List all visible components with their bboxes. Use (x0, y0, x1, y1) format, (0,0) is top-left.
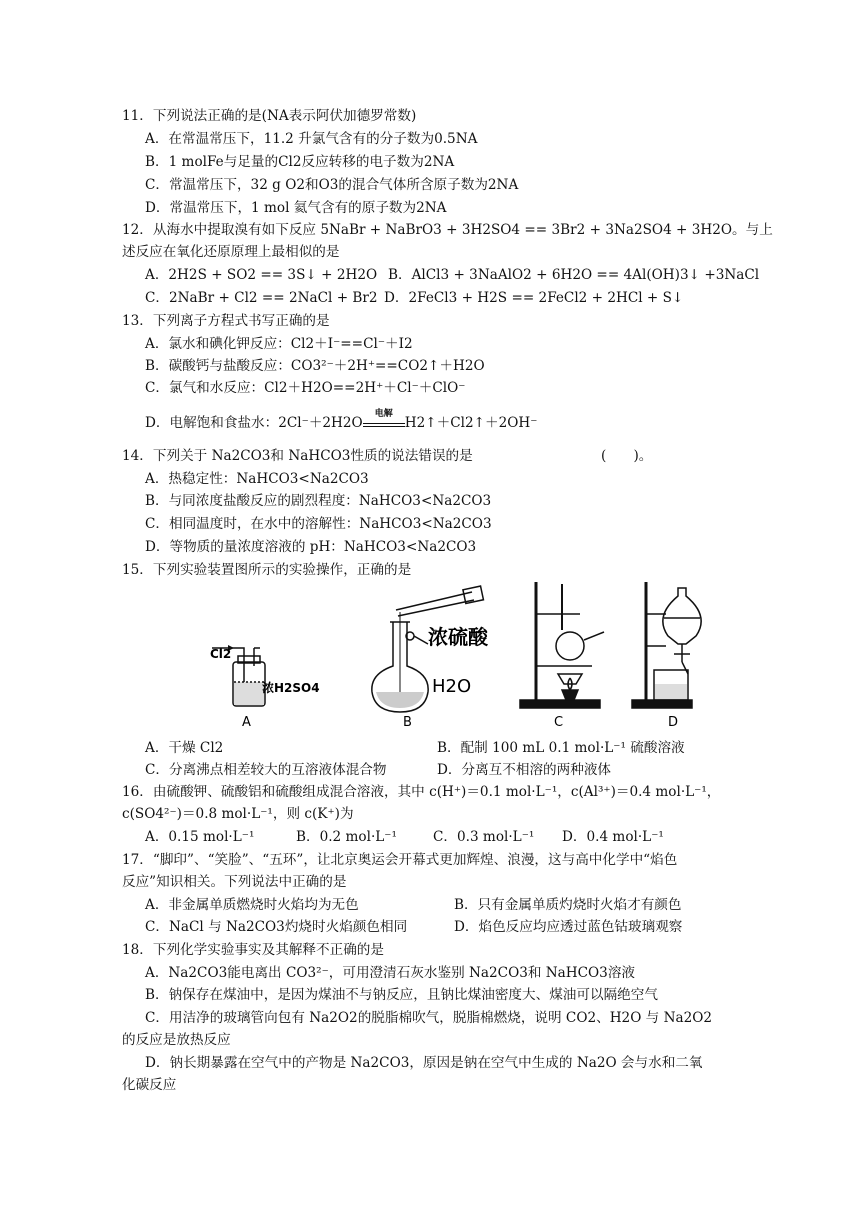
q15-option-b: B．配制 100 mL 0.1 mol·L⁻¹ 硫酸溶液 (437, 740, 685, 756)
apparatus-c-heating-stand (520, 582, 604, 708)
q12-option-a: A．2H2S + SO2 == 3S↓ + 2H2O (145, 267, 378, 283)
q17-option-a: A．非金属单质燃烧时火焰均为无色 (145, 897, 359, 913)
q18-option-d-line2: 化碳反应 (122, 1077, 177, 1093)
q13-d-prefix: D．电解饱和食盐水：2Cl⁻＋2H2O (145, 415, 363, 431)
q13-option-a: A．氯水和碘化钾反应：Cl2＋I⁻==Cl⁻＋I2 (145, 336, 413, 352)
q12-option-b: B．AlCl3 + 3NaAlO2 + 6H2O == 4Al(OH)3↓ +3NaCl (388, 267, 760, 283)
q11-option-a: A．在常温常压下，11.2 升氯气含有的分子数为0.5NA (145, 131, 478, 147)
lab-apparatus-figure (200, 574, 720, 732)
q13-stem: 13．下列离子方程式书写正确的是 (122, 313, 330, 329)
electrolysis-label: 电解 (374, 409, 393, 419)
q12-stem-line1: 12．从海水中提取溴有如下反应 5NaBr + NaBrO3 + 3H2SO4 == 3Br2 + 3Na2SO4 + 3H2O。与上 (122, 222, 773, 238)
q16-option-d: D．0.4 mol·L⁻¹ (562, 829, 664, 845)
q17-stem-line1: 17．“脚印”、“笑脸”、“五环”，让北京奥运会开幕式更加辉煌、浪漫，这与高中化学中“焰色 (122, 852, 678, 868)
q18-option-b: B．钠保存在煤油中，是因为煤油不与钠反应，且钠比煤油密度大、煤油可以隔绝空气 (145, 987, 658, 1003)
q13-option-c: C．氯气和水反应：Cl2＋H2O==2H⁺＋Cl⁻＋ClO⁻ (145, 380, 466, 396)
q17-option-b: B．只有金属单质灼烧时火焰才有颜色 (454, 897, 682, 913)
fig-a-cl2-label: Cl2 (210, 647, 232, 661)
fig-label-d: D (668, 715, 679, 730)
q13-option-b: B．碳酸钙与盐酸反应：CO3²⁻＋2H⁺==CO2↑＋H2O (145, 358, 485, 374)
q14-answer-blank: ( )。 (601, 448, 653, 464)
q16-stem-line1: 16．由硫酸钾、硫酸铝和硫酸组成混合溶液，其中 c(H⁺)＝0.1 mol·L⁻¹，c(Al³⁺)＝0.4 mol·L⁻¹， (122, 784, 721, 800)
q15-option-c: C．分离沸点相差较大的互溶液体混合物 (145, 762, 387, 778)
q15-stem: 15．下列实验装置图所示的实验操作，正确的是 (122, 562, 412, 578)
q13-d-suffix: H2↑＋Cl2↑＋2OH⁻ (404, 415, 538, 431)
q11-option-c: C．常温常压下，32 g O2和O3的混合气体所含原子数为2NA (145, 177, 519, 193)
q17-stem-line2: 反应”知识相关。下列说法中正确的是 (122, 874, 347, 890)
fig-label-b: B (403, 715, 412, 730)
q14-stem: 14．下列关于 Na2CO3和 NaHCO3性质的说法错误的是 (122, 448, 473, 464)
q18-option-d-line1: D．钠长期暴露在空气中的产物是 Na2CO3，原因是钠在空气中生成的 Na2O 会与水和二氧 (145, 1055, 703, 1071)
q11-stem: 11．下列说法正确的是(NA表示阿伏加德罗常数) (122, 108, 417, 124)
fig-label-a: A (242, 715, 251, 730)
q17-option-c: C．NaCl 与 Na2CO3灼烧时火焰颜色相同 (145, 919, 408, 935)
q13-option-d (145, 409, 538, 433)
fig-label-c: C (554, 715, 564, 730)
q12-stem-line2: 述反应在氧化还原原理上最相似的是 (122, 244, 340, 260)
q17-option-d: D．焰色反应均应透过蓝色钴玻璃观察 (454, 919, 683, 935)
electrolysis-arrow (363, 409, 405, 427)
q16-option-c: C．0.3 mol·L⁻¹ (433, 829, 535, 845)
q14-option-c: C．相同温度时，在水中的溶解性：NaHCO3<Na2CO3 (145, 516, 492, 532)
q18-stem: 18．下列化学实验事实及其解释不正确的是 (122, 942, 384, 958)
fig-b-water-label: H2O (432, 676, 472, 697)
fig-a-acid-label: 浓H2SO4 (262, 681, 320, 695)
q14-option-b: B．与同浓度盐酸反应的剧烈程度：NaHCO3<Na2CO3 (145, 493, 492, 509)
q11-option-b: B．1 molFe与足量的Cl2反应转移的电子数为2NA (145, 154, 455, 170)
q12-option-d: D．2FeCl3 + H2S == 2FeCl2 + 2HCl + S↓ (384, 290, 684, 306)
q12-option-c: C．2NaBr + Cl2 == 2NaCl + Br2 (145, 290, 378, 306)
q15-option-d: D．分离互不相溶的两种液体 (437, 762, 612, 778)
q16-stem-line2: c(SO4²⁻)＝0.8 mol·L⁻¹，则 c(K⁺)为 (122, 806, 354, 822)
q16-option-a: A．0.15 mol·L⁻¹ (145, 829, 255, 845)
q11-option-d: D．常温常压下，1 mol 氦气含有的原子数为2NA (145, 200, 447, 216)
q15-option-a: A．干燥 Cl2 (145, 740, 224, 756)
q18-option-a: A．Na2CO3能电离出 CO3²⁻，可用澄清石灰水鉴别 Na2CO3和 NaHCO3溶液 (145, 965, 636, 981)
q14-option-d: D．等物质的量浓度溶液的 pH：NaHCO3<Na2CO3 (145, 539, 477, 555)
q14-option-a: A．热稳定性：NaHCO3<Na2CO3 (145, 471, 369, 487)
lab-apparatus-drawings (200, 574, 720, 732)
fig-b-acid-label: 浓硫酸 (428, 625, 488, 649)
apparatus-d-separatory-funnel (632, 582, 701, 708)
q18-option-c-line1: C．用洁净的玻璃管向包有 Na2O2的脱脂棉吹气，脱脂棉燃烧，说明 CO2、H2O 与 Na2O2 (145, 1010, 713, 1026)
q16-option-b: B．0.2 mol·L⁻¹ (296, 829, 397, 845)
q18-option-c-line2: 的反应是放热反应 (122, 1032, 231, 1048)
